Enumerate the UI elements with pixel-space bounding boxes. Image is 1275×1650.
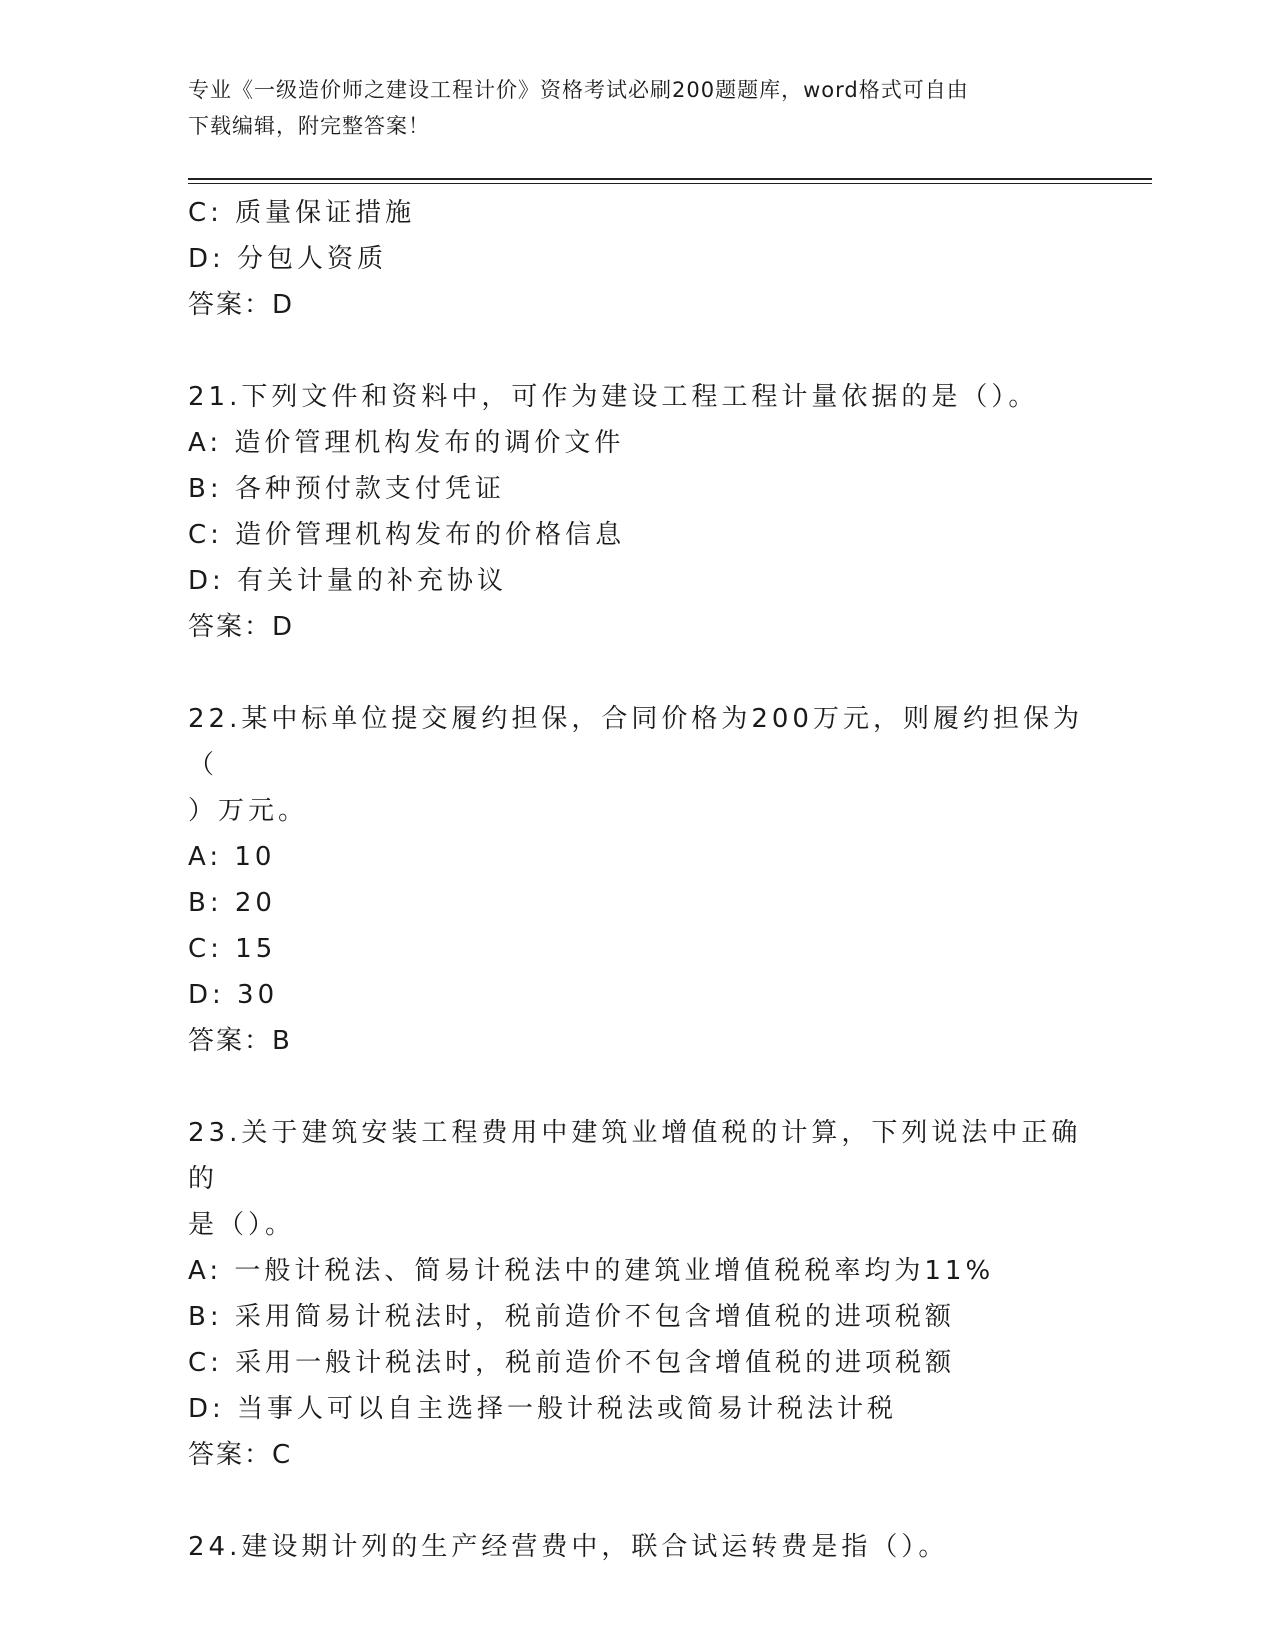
option-c: C: 造价管理机构发布的价格信息 [188, 520, 626, 550]
option-a: A: 造价管理机构发布的调价文件 [188, 428, 625, 458]
question-title-line-1: 23.关于建筑安装工程费用中建筑业增值税的计算，下列说法中正确的 [188, 1118, 1082, 1194]
option-b: B: 采用简易计税法时，税前造价不包含增值税的进项税额 [188, 1302, 955, 1332]
document-header [188, 72, 1088, 144]
spacer [188, 1064, 1088, 1110]
header-line-2: 下载编辑，附完整答案！ [188, 114, 430, 138]
option-a: A: 10 [188, 842, 276, 872]
option-d: D: 分包人资质 [188, 244, 388, 274]
spacer [188, 328, 1088, 374]
option-c: C: 15 [188, 934, 277, 964]
question-24 [188, 1524, 1088, 1570]
header-line-1: 专业《一级造价师之建设工程计价》资格考试必刷200题题库，word格式可自由 [188, 78, 969, 102]
option-d: D: 30 [188, 980, 279, 1010]
question-22 [188, 696, 1088, 1064]
answer: 答案：D [188, 612, 295, 642]
option-d: D: 有关计量的补充协议 [188, 566, 508, 596]
answer: 答案：B [188, 1026, 292, 1056]
option-b: B: 20 [188, 888, 276, 918]
option-a: A: 一般计税法、简易计税法中的建筑业增值税税率均为11% [188, 1256, 995, 1286]
question-20-fragment [188, 190, 1088, 328]
option-b: B: 各种预付款支付凭证 [188, 474, 505, 504]
question-title: 21.下列文件和资料中，可作为建设工程工程计量依据的是（）。 [188, 382, 1039, 412]
option-c: C: 质量保证措施 [188, 198, 416, 228]
header-divider-thick [188, 178, 1152, 180]
question-title-line-1: 22.某中标单位提交履约担保，合同价格为200万元，则履约担保为（ [188, 704, 1083, 780]
option-c: C: 采用一般计税法时，税前造价不包含增值税的进项税额 [188, 1348, 956, 1378]
question-21 [188, 374, 1088, 650]
document-body [188, 190, 1088, 1570]
spacer [188, 650, 1088, 696]
spacer [188, 1478, 1088, 1524]
answer: 答案：D [188, 290, 295, 320]
question-title: 24.建设期计列的生产经营费中，联合试运转费是指（）。 [188, 1532, 949, 1562]
header-divider-thin [188, 183, 1152, 184]
question-title-line-2: ）万元。 [188, 796, 309, 826]
question-title-line-2: 是（）。 [188, 1210, 296, 1240]
question-23 [188, 1110, 1088, 1478]
answer: 答案：C [188, 1440, 293, 1470]
option-d: D: 当事人可以自主选择一般计税法或简易计税法计税 [188, 1394, 898, 1424]
